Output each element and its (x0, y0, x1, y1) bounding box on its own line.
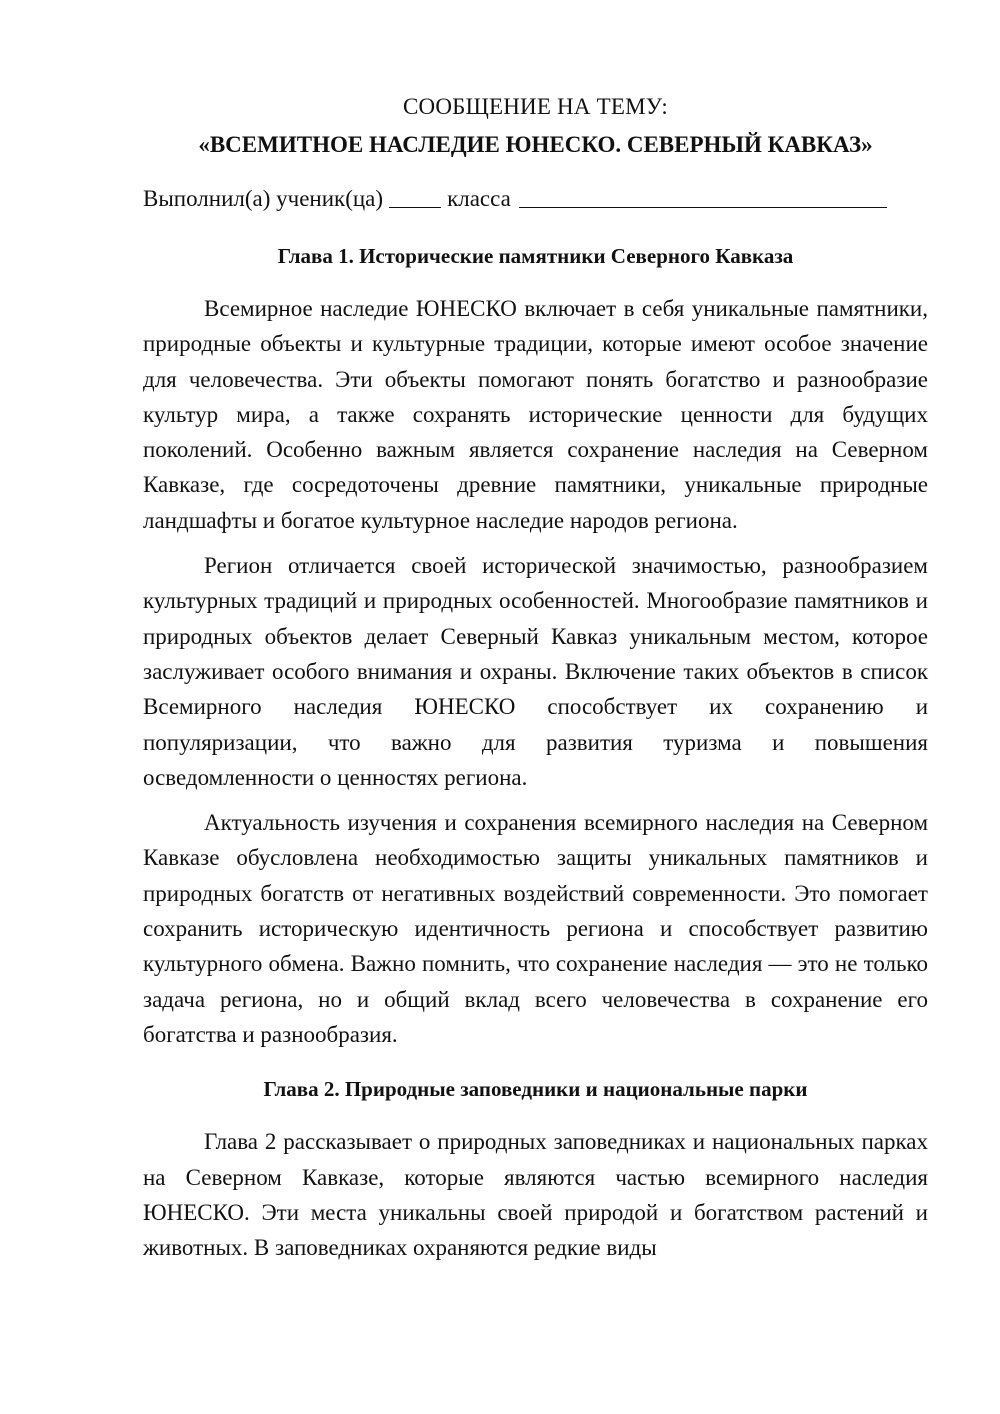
chapter1-paragraph-3: Актуальность изучения и сохранения всемирного наследия на Северном Кавказе обусловлена необходимостью защиты уникальных памятников и природных богатств от негативных воздействий современности. Это помогает сохранить историческую идентичность региона и способствует развитию культурного обмена. Важно помнить, что сохранение наследия — это не только задача региона, но и общий вклад всего человечества в сохранение его богатства и разнообразия. (143, 810, 928, 1047)
grade-blank (389, 207, 441, 208)
author-line (143, 183, 928, 215)
chapter1-paragraph-1: Всемирное наследие ЮНЕСКО включает в себя уникальные памятники, природные объекты и культурные традиции, которые имеют особое значение для человечества. Эти объекты помогают понять богатство и разнообразие культур мира, а также сохранять исторические ценности для будущих поколений. Особенно важным является сохранение наследия на Северном Кавказе, где сосредоточены древние памятники, уникальные природные ландшафты и богатое культурное наследие народов региона. (143, 296, 928, 533)
chapter2-paragraph-1: Глава 2 рассказывает о природных заповедниках и национальных парках на Северном Кавказе, которые являются частью всемирного наследия ЮНЕСКО. Эти места уникальны своей природой и богатством растений и животных. В заповедниках охраняются редкие виды (143, 1129, 928, 1261)
author-prefix: Выполнил(а) ученик(ца) (143, 186, 384, 211)
chapter2-heading: Глава 2. Природные заповедники и национальные парки (263, 1077, 808, 1102)
document-title-line2: «ВСЕМИТНОЕ НАСЛЕДИЕ ЮНЕСКО. СЕВЕРНЫЙ КАВКАЗ» (198, 132, 873, 157)
document-title-line1: СООБЩЕНИЕ НА ТЕМУ: (403, 94, 668, 119)
chapter1-heading: Глава 1. Исторические памятники Северного Кавказа (277, 244, 794, 268)
document-page (143, 90, 928, 1265)
chapter1-paragraph-2: Регион отличается своей исторической значимостью, разнообразием культурных традиций и природных особенностей. Многообразие памятников и природных объектов делает Северный Кавказ уникальным местом, которое заслуживает особого внимания и охраны. Включение таких объектов в список Всемирного наследия ЮНЕСКО способствует их сохранению и популяризации, что важно для развития туризма и повышения осведомленности о ценностях региона. (143, 553, 928, 790)
author-class-word: класса (447, 186, 511, 211)
name-blank (519, 207, 887, 208)
